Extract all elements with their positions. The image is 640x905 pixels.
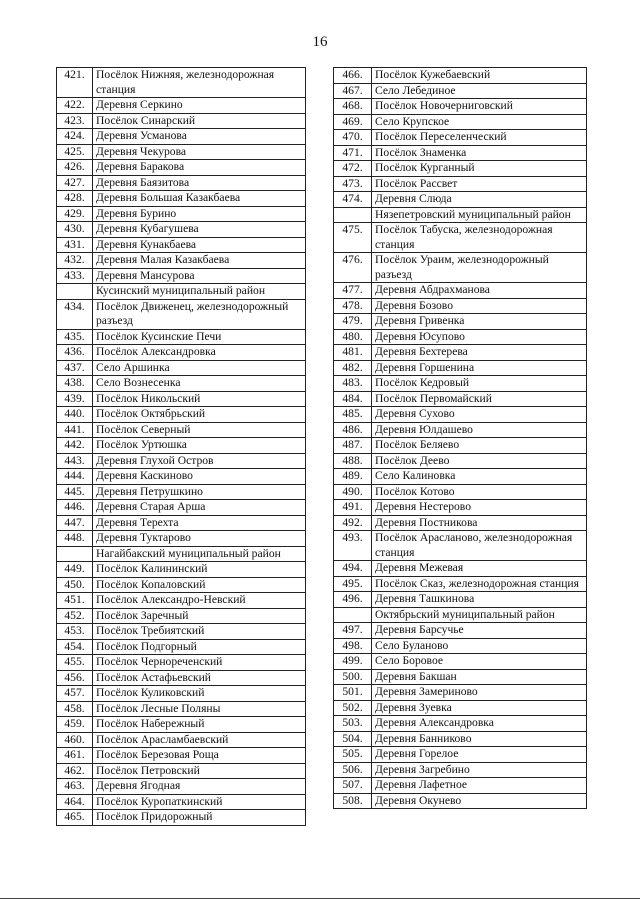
- row-number: 464.: [57, 794, 93, 810]
- settlement-name: Деревня Серкино: [93, 98, 306, 114]
- row-number: 450.: [57, 577, 93, 593]
- table-row: [57, 593, 306, 609]
- table-row: [334, 669, 587, 685]
- row-number: 501.: [334, 685, 372, 701]
- district-name: Кусинский муниципальный район: [93, 284, 306, 300]
- row-number: 508.: [334, 793, 372, 809]
- row-number: 432.: [57, 253, 93, 269]
- settlement-name: Посёлок Чернореченский: [93, 655, 306, 671]
- left-settlement-table: [56, 67, 306, 826]
- settlement-name: Посёлок Придорожный: [93, 810, 306, 826]
- table-row: [334, 391, 587, 407]
- settlement-name: Посёлок Рассвет: [372, 176, 587, 192]
- table-row: [334, 747, 587, 763]
- settlement-name: Посёлок Октябрьский: [93, 407, 306, 423]
- district-header-row: [57, 284, 306, 300]
- settlement-name: Село Лебединое: [372, 83, 587, 99]
- table-row: [334, 114, 587, 130]
- bottom-rule: [0, 898, 640, 899]
- settlement-name: Деревня Терехта: [93, 515, 306, 531]
- settlement-name: Деревня Постникова: [372, 515, 587, 531]
- row-number: 424.: [57, 129, 93, 145]
- settlement-name: Село Боровое: [372, 654, 587, 670]
- settlement-name: Деревня Лафетное: [372, 778, 587, 794]
- table-row: [334, 762, 587, 778]
- table-row: [334, 283, 587, 299]
- table-row: [334, 778, 587, 794]
- row-number: 447.: [57, 515, 93, 531]
- row-number: 469.: [334, 114, 372, 130]
- row-number: 452.: [57, 608, 93, 624]
- settlement-name: Деревня Александровка: [372, 716, 587, 732]
- settlement-name: Деревня Загребино: [372, 762, 587, 778]
- settlement-name: Деревня Чекурова: [93, 144, 306, 160]
- settlement-name: Посёлок Северный: [93, 422, 306, 438]
- table-row: [57, 206, 306, 222]
- settlement-name: Село Аршинка: [93, 360, 306, 376]
- table-row: [334, 345, 587, 361]
- settlement-name: Деревня Большая Казакбаева: [93, 191, 306, 207]
- settlement-name: Деревня Нестерово: [372, 500, 587, 516]
- row-number: 448.: [57, 531, 93, 547]
- table-row: [334, 716, 587, 732]
- settlement-name: Деревня Баракова: [93, 160, 306, 176]
- settlement-name: Деревня Туктарово: [93, 531, 306, 547]
- row-number: 435.: [57, 329, 93, 345]
- table-row: [57, 810, 306, 826]
- table-row: [57, 175, 306, 191]
- settlement-name: Село Калиновка: [372, 469, 587, 485]
- row-number: 444.: [57, 469, 93, 485]
- table-row: [57, 686, 306, 702]
- settlement-name: Деревня Петрушкино: [93, 484, 306, 500]
- row-number: 497.: [334, 623, 372, 639]
- right-settlement-table: [333, 67, 587, 809]
- row-number: 487.: [334, 438, 372, 454]
- settlement-name: Деревня Гривенка: [372, 314, 587, 330]
- row-number: 425.: [57, 144, 93, 160]
- row-number: 499.: [334, 654, 372, 670]
- settlement-name: Деревня Бозово: [372, 298, 587, 314]
- table-row: [57, 299, 306, 329]
- settlement-name: Посёлок Александро-Невский: [93, 593, 306, 609]
- settlement-name: Деревня Слюда: [372, 192, 587, 208]
- district-header-row: [57, 546, 306, 562]
- row-number: 481.: [334, 345, 372, 361]
- row-number: 506.: [334, 762, 372, 778]
- table-row: [334, 793, 587, 809]
- row-number: 494.: [334, 561, 372, 577]
- table-row: [57, 407, 306, 423]
- table-row: [334, 531, 587, 561]
- row-number: 484.: [334, 391, 372, 407]
- settlement-name: Деревня Мансурова: [93, 268, 306, 284]
- table-row: [57, 391, 306, 407]
- row-number: 427.: [57, 175, 93, 191]
- settlement-name: Село Буланово: [372, 638, 587, 654]
- table-row: [57, 577, 306, 593]
- table-row: [57, 98, 306, 114]
- table-row: [57, 253, 306, 269]
- row-number: 455.: [57, 655, 93, 671]
- row-number: 478.: [334, 298, 372, 314]
- row-number: 486.: [334, 422, 372, 438]
- row-number: 505.: [334, 747, 372, 763]
- settlement-name: Деревня Ташкинова: [372, 592, 587, 608]
- settlement-name: Деревня Окунево: [372, 793, 587, 809]
- row-number: 483.: [334, 376, 372, 392]
- settlement-name: Посёлок Александровка: [93, 345, 306, 361]
- table-row: [334, 314, 587, 330]
- settlement-name: Посёлок Нижняя, железнодорожная станция: [93, 68, 306, 98]
- row-number: 489.: [334, 469, 372, 485]
- settlement-name: Посёлок Движенец, железнодорожный разъезд: [93, 299, 306, 329]
- settlement-name: Деревня Юсупово: [372, 329, 587, 345]
- settlement-name: Посёлок Никольский: [93, 391, 306, 407]
- table-row: [334, 376, 587, 392]
- row-number: 482.: [334, 360, 372, 376]
- settlement-name: Деревня Сухово: [372, 407, 587, 423]
- table-row: [334, 68, 587, 84]
- row-number: 439.: [57, 391, 93, 407]
- table-row: [334, 83, 587, 99]
- row-number: 471.: [334, 145, 372, 161]
- table-row: [57, 639, 306, 655]
- settlement-name: Деревня Каскиново: [93, 469, 306, 485]
- table-row: [334, 515, 587, 531]
- settlement-name: Посёлок Кужебаевский: [372, 68, 587, 84]
- table-row: [334, 360, 587, 376]
- row-number: 502.: [334, 700, 372, 716]
- settlement-name: Деревня Межевая: [372, 561, 587, 577]
- row-number: 476.: [334, 253, 372, 283]
- settlement-name: Деревня Зуевка: [372, 700, 587, 716]
- table-row: [57, 68, 306, 98]
- row-number: 443.: [57, 453, 93, 469]
- row-number: 458.: [57, 701, 93, 717]
- table-row: [334, 731, 587, 747]
- table-row: [57, 469, 306, 485]
- row-number: 498.: [334, 638, 372, 654]
- table-row: [334, 130, 587, 146]
- settlement-name: Посёлок Новочерниговский: [372, 99, 587, 115]
- row-number: 474.: [334, 192, 372, 208]
- settlement-name: Посёлок Табуска, железнодорожная станция: [372, 223, 587, 253]
- table-row: [57, 531, 306, 547]
- table-row: [57, 222, 306, 238]
- table-row: [334, 422, 587, 438]
- table-row: [57, 345, 306, 361]
- table-row: [334, 561, 587, 577]
- settlement-name: Посёлок Арасланово, железнодорожная станция: [372, 531, 587, 561]
- table-row: [57, 732, 306, 748]
- table-row: [334, 592, 587, 608]
- row-number: 488.: [334, 453, 372, 469]
- table-row: [57, 655, 306, 671]
- settlement-name: Посёлок Куликовский: [93, 686, 306, 702]
- table-row: [57, 376, 306, 392]
- table-row: [334, 145, 587, 161]
- settlement-name: Деревня Горшенина: [372, 360, 587, 376]
- table-row: [334, 623, 587, 639]
- settlement-name: Посёлок Подгорный: [93, 639, 306, 655]
- table-row: [334, 438, 587, 454]
- table-row: [334, 654, 587, 670]
- table-row: [57, 160, 306, 176]
- row-number: 491.: [334, 500, 372, 516]
- table-row: [334, 576, 587, 592]
- settlement-name: Деревня Абдрахманова: [372, 283, 587, 299]
- row-number: 423.: [57, 113, 93, 129]
- row-number: 468.: [334, 99, 372, 115]
- table-row: [57, 608, 306, 624]
- row-number: 453.: [57, 624, 93, 640]
- settlement-name: Посёлок Курганный: [372, 161, 587, 177]
- district-name: Нязепетровский муниципальный район: [372, 207, 587, 223]
- row-number: 500.: [334, 669, 372, 685]
- settlement-name: Посёлок Петровский: [93, 763, 306, 779]
- row-number: 503.: [334, 716, 372, 732]
- row-number: [57, 546, 93, 562]
- settlement-name: Посёлок Требиятский: [93, 624, 306, 640]
- table-row: [57, 268, 306, 284]
- settlement-name: Посёлок Куропаткинский: [93, 794, 306, 810]
- settlement-name: Село Крупское: [372, 114, 587, 130]
- settlement-name: Деревня Бурино: [93, 206, 306, 222]
- table-row: [57, 191, 306, 207]
- row-number: [57, 284, 93, 300]
- row-number: 479.: [334, 314, 372, 330]
- settlement-name: Посёлок Знаменка: [372, 145, 587, 161]
- row-number: 493.: [334, 531, 372, 561]
- table-row: [57, 422, 306, 438]
- row-number: 463.: [57, 779, 93, 795]
- row-number: 429.: [57, 206, 93, 222]
- settlement-name: Посёлок Набережный: [93, 717, 306, 733]
- table-row: [57, 701, 306, 717]
- row-number: 477.: [334, 283, 372, 299]
- page-number: 16: [312, 34, 328, 50]
- table-row: [57, 129, 306, 145]
- settlement-name: Посёлок Первомайский: [372, 391, 587, 407]
- row-number: 436.: [57, 345, 93, 361]
- table-row: [334, 700, 587, 716]
- settlement-name: Посёлок Сказ, железнодорожная станция: [372, 576, 587, 592]
- row-number: 504.: [334, 731, 372, 747]
- row-number: 451.: [57, 593, 93, 609]
- row-number: 472.: [334, 161, 372, 177]
- settlement-name: Деревня Замериново: [372, 685, 587, 701]
- table-row: [57, 329, 306, 345]
- table-row: [57, 515, 306, 531]
- row-number: 431.: [57, 237, 93, 253]
- settlement-name: Посёлок Котово: [372, 484, 587, 500]
- row-number: 421.: [57, 68, 93, 98]
- settlement-name: Посёлок Уртюшка: [93, 438, 306, 454]
- row-number: 457.: [57, 686, 93, 702]
- row-number: 466.: [334, 68, 372, 84]
- settlement-name: Посёлок Лесные Поляны: [93, 701, 306, 717]
- row-number: 465.: [57, 810, 93, 826]
- row-number: [334, 607, 372, 623]
- settlement-name: Деревня Бакшан: [372, 669, 587, 685]
- row-number: 454.: [57, 639, 93, 655]
- settlement-name: Посёлок Синарский: [93, 113, 306, 129]
- row-number: 430.: [57, 222, 93, 238]
- table-row: [334, 161, 587, 177]
- district-name: Нагайбакский муниципальный район: [93, 546, 306, 562]
- table-row: [334, 176, 587, 192]
- row-number: 442.: [57, 438, 93, 454]
- settlement-name: Село Вознесенка: [93, 376, 306, 392]
- row-number: 475.: [334, 223, 372, 253]
- district-header-row: [334, 207, 587, 223]
- settlement-name: Деревня Баязитова: [93, 175, 306, 191]
- settlement-name: Посёлок Астафьевский: [93, 670, 306, 686]
- table-row: [57, 562, 306, 578]
- settlement-name: Посёлок Беляево: [372, 438, 587, 454]
- row-number: 473.: [334, 176, 372, 192]
- settlement-name: Посёлок Деево: [372, 453, 587, 469]
- table-row: [334, 253, 587, 283]
- row-number: 459.: [57, 717, 93, 733]
- settlement-name: Посёлок Березовая Роща: [93, 748, 306, 764]
- row-number: 433.: [57, 268, 93, 284]
- row-number: 456.: [57, 670, 93, 686]
- table-row: [334, 192, 587, 208]
- settlement-name: Деревня Старая Арша: [93, 500, 306, 516]
- settlement-name: Деревня Малая Казакбаева: [93, 253, 306, 269]
- table-row: [334, 484, 587, 500]
- settlement-name: Посёлок Копаловский: [93, 577, 306, 593]
- row-number: 507.: [334, 778, 372, 794]
- settlement-name: Деревня Бехтерева: [372, 345, 587, 361]
- table-row: [334, 329, 587, 345]
- row-number: 437.: [57, 360, 93, 376]
- table-row: [57, 779, 306, 795]
- row-number: 496.: [334, 592, 372, 608]
- row-number: 441.: [57, 422, 93, 438]
- settlement-name: Деревня Глухой Остров: [93, 453, 306, 469]
- table-row: [334, 99, 587, 115]
- row-number: 426.: [57, 160, 93, 176]
- row-number: 490.: [334, 484, 372, 500]
- row-number: 470.: [334, 130, 372, 146]
- table-row: [57, 113, 306, 129]
- settlement-name: Посёлок Ураим, железнодорожный разъезд: [372, 253, 587, 283]
- settlement-name: Деревня Горелое: [372, 747, 587, 763]
- row-number: 428.: [57, 191, 93, 207]
- table-row: [57, 748, 306, 764]
- row-number: 462.: [57, 763, 93, 779]
- settlement-name: Деревня Юлдашево: [372, 422, 587, 438]
- row-number: [334, 207, 372, 223]
- settlement-name: Деревня Барсучье: [372, 623, 587, 639]
- table-row: [334, 500, 587, 516]
- table-row: [334, 453, 587, 469]
- table-row: [334, 469, 587, 485]
- table-row: [57, 438, 306, 454]
- settlement-name: Посёлок Заречный: [93, 608, 306, 624]
- table-row: [57, 717, 306, 733]
- settlement-name: Деревня Кубагушева: [93, 222, 306, 238]
- row-number: 422.: [57, 98, 93, 114]
- district-header-row: [334, 607, 587, 623]
- table-row: [57, 484, 306, 500]
- row-number: 445.: [57, 484, 93, 500]
- settlement-name: Деревня Усманова: [93, 129, 306, 145]
- settlement-name: Посёлок Кусинские Печи: [93, 329, 306, 345]
- table-row: [57, 453, 306, 469]
- table-row: [57, 670, 306, 686]
- settlement-name: Посёлок Калининский: [93, 562, 306, 578]
- table-row: [57, 500, 306, 516]
- settlement-name: Посёлок Кедровый: [372, 376, 587, 392]
- settlement-name: Посёлок Переселенческий: [372, 130, 587, 146]
- table-row: [57, 624, 306, 640]
- row-number: 449.: [57, 562, 93, 578]
- table-row: [57, 237, 306, 253]
- table-row: [57, 144, 306, 160]
- row-number: 495.: [334, 576, 372, 592]
- row-number: 485.: [334, 407, 372, 423]
- table-row: [334, 407, 587, 423]
- table-row: [334, 638, 587, 654]
- settlement-name: Деревня Банниково: [372, 731, 587, 747]
- table-row: [334, 223, 587, 253]
- settlement-name: Деревня Ягодная: [93, 779, 306, 795]
- row-number: 446.: [57, 500, 93, 516]
- row-number: 440.: [57, 407, 93, 423]
- row-number: 438.: [57, 376, 93, 392]
- row-number: 480.: [334, 329, 372, 345]
- table-row: [57, 360, 306, 376]
- row-number: 492.: [334, 515, 372, 531]
- table-row: [57, 794, 306, 810]
- settlement-name: Посёлок Арасламбаевский: [93, 732, 306, 748]
- row-number: 434.: [57, 299, 93, 329]
- table-row: [334, 685, 587, 701]
- table-row: [334, 298, 587, 314]
- settlement-name: Деревня Кунакбаева: [93, 237, 306, 253]
- row-number: 460.: [57, 732, 93, 748]
- row-number: 467.: [334, 83, 372, 99]
- row-number: 461.: [57, 748, 93, 764]
- district-name: Октябрьский муниципальный район: [372, 607, 587, 623]
- table-row: [57, 763, 306, 779]
